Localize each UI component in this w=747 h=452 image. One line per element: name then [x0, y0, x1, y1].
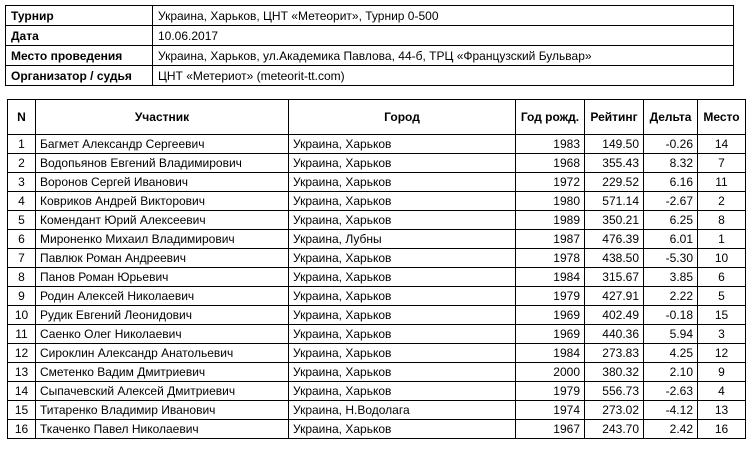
cell-birth-year: 1974	[516, 401, 585, 420]
cell-delta: -5.30	[644, 249, 698, 268]
cell-city: Украина, Харьков	[289, 173, 516, 192]
cell-delta: 2.10	[644, 363, 698, 382]
cell-number: 2	[8, 154, 36, 173]
cell-place: 4	[698, 382, 746, 401]
cell-participant: Павлюк Роман Андреевич	[36, 249, 289, 268]
cell-number: 6	[8, 230, 36, 249]
cell-city: Украина, Харьков	[289, 154, 516, 173]
cell-participant: Сметенко Вадим Дмитриевич	[36, 363, 289, 382]
header-city: Город	[289, 100, 516, 135]
cell-place: 12	[698, 344, 746, 363]
cell-participant: Багмет Александр Сергеевич	[36, 135, 289, 154]
cell-place: 14	[698, 135, 746, 154]
info-value: Украина, Харьков, ул.Академика Павлова, 44-б, ТРЦ «Французский Бульвар»	[153, 46, 734, 66]
table-row	[8, 230, 746, 249]
cell-number: 5	[8, 211, 36, 230]
cell-delta: 8.32	[644, 154, 698, 173]
cell-place: 1	[698, 230, 746, 249]
cell-number: 11	[8, 325, 36, 344]
cell-number: 1	[8, 135, 36, 154]
cell-place: 8	[698, 211, 746, 230]
header-row	[8, 100, 746, 135]
info-label: Место проведения	[6, 46, 153, 66]
cell-participant: Рудик Евгений Леонидович	[36, 306, 289, 325]
cell-birth-year: 1979	[516, 287, 585, 306]
cell-birth-year: 2000	[516, 363, 585, 382]
cell-city: Украина, Харьков	[289, 306, 516, 325]
cell-place: 15	[698, 306, 746, 325]
info-value: Украина, Харьков, ЦНТ «Метеорит», Турнир 0-500	[153, 6, 734, 26]
table-row	[8, 173, 746, 192]
cell-birth-year: 1989	[516, 211, 585, 230]
cell-place: 7	[698, 154, 746, 173]
table-row	[8, 306, 746, 325]
cell-delta: 2.42	[644, 420, 698, 439]
table-row	[8, 382, 746, 401]
cell-delta: -4.12	[644, 401, 698, 420]
cell-rating: 440.36	[585, 325, 644, 344]
cell-city: Украина, Н.Водолага	[289, 401, 516, 420]
cell-rating: 273.83	[585, 344, 644, 363]
cell-rating: 427.91	[585, 287, 644, 306]
header-birth-year: Год рожд.	[516, 100, 585, 135]
cell-delta: 4.25	[644, 344, 698, 363]
cell-city: Украина, Харьков	[289, 249, 516, 268]
cell-number: 7	[8, 249, 36, 268]
tournament-info-body	[6, 6, 734, 86]
cell-rating: 350.21	[585, 211, 644, 230]
table-row	[8, 420, 746, 439]
cell-city: Украина, Харьков	[289, 211, 516, 230]
cell-place: 13	[698, 401, 746, 420]
cell-participant: Панов Роман Юрьевич	[36, 268, 289, 287]
cell-number: 15	[8, 401, 36, 420]
cell-delta: 6.16	[644, 173, 698, 192]
table-row	[8, 287, 746, 306]
cell-number: 13	[8, 363, 36, 382]
cell-participant: Сыпачевский Алексей Дмитриевич	[36, 382, 289, 401]
info-label: Дата	[6, 26, 153, 46]
table-row	[8, 154, 746, 173]
cell-delta: 6.25	[644, 211, 698, 230]
cell-city: Украина, Харьков	[289, 382, 516, 401]
results-table-header	[8, 100, 746, 135]
cell-place: 10	[698, 249, 746, 268]
cell-rating: 273.02	[585, 401, 644, 420]
cell-number: 4	[8, 192, 36, 211]
results-table-body	[8, 135, 746, 439]
table-row	[8, 211, 746, 230]
info-row	[6, 6, 734, 26]
table-row	[8, 344, 746, 363]
cell-rating: 149.50	[585, 135, 644, 154]
tournament-info-table	[5, 5, 734, 86]
cell-birth-year: 1984	[516, 344, 585, 363]
cell-birth-year: 1987	[516, 230, 585, 249]
cell-delta: 2.22	[644, 287, 698, 306]
cell-birth-year: 1984	[516, 268, 585, 287]
table-row	[8, 249, 746, 268]
info-label: Организатор / судья	[6, 66, 153, 86]
cell-rating: 380.32	[585, 363, 644, 382]
header-participant: Участник	[36, 100, 289, 135]
table-row	[8, 192, 746, 211]
cell-number: 3	[8, 173, 36, 192]
cell-city: Украина, Харьков	[289, 420, 516, 439]
header-number: N	[8, 100, 36, 135]
cell-rating: 571.14	[585, 192, 644, 211]
table-row	[8, 401, 746, 420]
cell-participant: Мироненко Михаил Владимирович	[36, 230, 289, 249]
cell-birth-year: 1969	[516, 306, 585, 325]
cell-participant: Комендант Юрий Алексеевич	[36, 211, 289, 230]
cell-birth-year: 1969	[516, 325, 585, 344]
cell-participant: Ткаченко Павел Николаевич	[36, 420, 289, 439]
cell-delta: 3.85	[644, 268, 698, 287]
cell-number: 16	[8, 420, 36, 439]
info-row	[6, 66, 734, 86]
cell-rating: 556.73	[585, 382, 644, 401]
table-row	[8, 135, 746, 154]
cell-delta: -0.18	[644, 306, 698, 325]
cell-city: Украина, Харьков	[289, 268, 516, 287]
cell-place: 3	[698, 325, 746, 344]
cell-birth-year: 1967	[516, 420, 585, 439]
results-table	[7, 99, 746, 439]
header-place: Место	[698, 100, 746, 135]
cell-number: 14	[8, 382, 36, 401]
cell-birth-year: 1972	[516, 173, 585, 192]
header-delta: Дельта	[644, 100, 698, 135]
cell-number: 9	[8, 287, 36, 306]
cell-place: 11	[698, 173, 746, 192]
cell-place: 9	[698, 363, 746, 382]
cell-birth-year: 1968	[516, 154, 585, 173]
info-row	[6, 26, 734, 46]
cell-participant: Сироклин Александр Анатольевич	[36, 344, 289, 363]
cell-city: Украина, Харьков	[289, 287, 516, 306]
cell-participant: Ковриков Андрей Викторович	[36, 192, 289, 211]
cell-birth-year: 1978	[516, 249, 585, 268]
cell-delta: 6.01	[644, 230, 698, 249]
cell-rating: 355.43	[585, 154, 644, 173]
cell-participant: Саенко Олег Николаевич	[36, 325, 289, 344]
cell-rating: 402.49	[585, 306, 644, 325]
cell-delta: -0.26	[644, 135, 698, 154]
info-label: Турнир	[6, 6, 153, 26]
table-row	[8, 363, 746, 382]
cell-delta: 5.94	[644, 325, 698, 344]
cell-rating: 438.50	[585, 249, 644, 268]
cell-city: Украина, Харьков	[289, 325, 516, 344]
cell-city: Украина, Харьков	[289, 192, 516, 211]
cell-place: 5	[698, 287, 746, 306]
table-row	[8, 325, 746, 344]
cell-place: 6	[698, 268, 746, 287]
cell-rating: 243.70	[585, 420, 644, 439]
cell-rating: 315.67	[585, 268, 644, 287]
header-rating: Рейтинг	[585, 100, 644, 135]
info-value: ЦНТ «Метериот» (meteorit-tt.com)	[153, 66, 734, 86]
cell-number: 10	[8, 306, 36, 325]
info-row	[6, 46, 734, 66]
cell-birth-year: 1980	[516, 192, 585, 211]
cell-place: 2	[698, 192, 746, 211]
cell-birth-year: 1983	[516, 135, 585, 154]
cell-city: Украина, Харьков	[289, 135, 516, 154]
info-value: 10.06.2017	[153, 26, 734, 46]
cell-participant: Родин Алексей Николаевич	[36, 287, 289, 306]
cell-city: Украина, Харьков	[289, 363, 516, 382]
cell-city: Украина, Харьков	[289, 344, 516, 363]
cell-participant: Титаренко Владимир Иванович	[36, 401, 289, 420]
cell-number: 12	[8, 344, 36, 363]
cell-rating: 476.39	[585, 230, 644, 249]
cell-participant: Воронов Сергей Иванович	[36, 173, 289, 192]
cell-place: 16	[698, 420, 746, 439]
cell-number: 8	[8, 268, 36, 287]
cell-birth-year: 1979	[516, 382, 585, 401]
cell-delta: -2.67	[644, 192, 698, 211]
cell-city: Украина, Лубны	[289, 230, 516, 249]
table-row	[8, 268, 746, 287]
cell-delta: -2.63	[644, 382, 698, 401]
cell-participant: Водопьянов Евгений Владимирович	[36, 154, 289, 173]
cell-rating: 229.52	[585, 173, 644, 192]
